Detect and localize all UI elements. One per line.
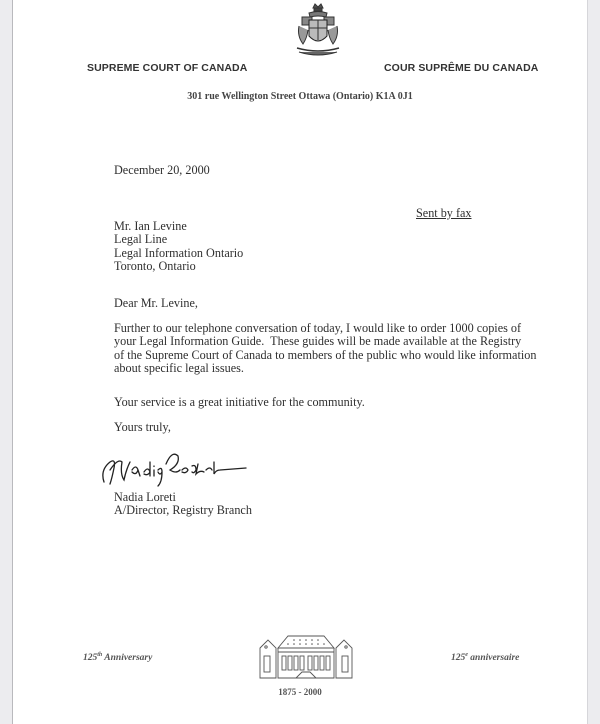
- paragraph-line: of the Supreme Court of Canada to members of the public who would like information: [114, 347, 537, 362]
- anniversary-number: 125: [83, 653, 98, 663]
- recipient-block: [114, 220, 243, 273]
- anniversary-suffix: e: [465, 652, 468, 658]
- paragraph-line: about specific legal issues.: [114, 360, 244, 375]
- letter-date: December 20, 2000: [114, 163, 210, 177]
- anniversary-label: Anniversary: [102, 653, 153, 663]
- signer-block: [114, 491, 252, 518]
- signer-title: A/Director, Registry Branch: [114, 503, 252, 518]
- delivery-note: Sent by fax: [416, 206, 472, 220]
- salutation: Dear Mr. Levine,: [114, 296, 198, 310]
- court-address: 301 rue Wellington Street Ottawa (Ontario) K1A 0J1: [187, 91, 413, 102]
- handwritten-signature-icon: [96, 440, 256, 490]
- anniversary-label: anniversaire: [467, 653, 520, 663]
- anniversary-number: 125: [451, 653, 466, 663]
- paragraph-line: your Legal Information Guide. These guides will be made available at the Registry: [114, 334, 522, 349]
- recipient-line: Toronto, Ontario: [114, 258, 196, 273]
- signer-name: Nadia Loreti: [114, 490, 176, 504]
- paragraph-line: Further to our telephone conversation of today, I would like to order 1000 copies of: [114, 321, 522, 335]
- body-paragraph-2: Your service is a great initiative for the community.: [114, 395, 365, 409]
- recipient-line: Legal Information Ontario: [114, 245, 244, 260]
- recipient-line: Mr. Ian Levine: [114, 219, 187, 233]
- recipient-line: Legal Line: [114, 232, 168, 247]
- body-paragraph-1: [114, 321, 537, 375]
- anniversary-suffix: th: [97, 652, 103, 658]
- anniversary-years: 1875 - 2000: [278, 687, 322, 697]
- anniversary-english: [83, 652, 152, 663]
- court-name-english: SUPREME COURT OF CANADA: [87, 62, 248, 74]
- closing: Yours truly,: [114, 420, 171, 434]
- coat-of-arms-icon: [289, 2, 347, 60]
- court-name-french: COUR SUPRÊME DU CANADA: [384, 62, 539, 74]
- court-building-icon: [258, 628, 354, 680]
- anniversary-french: [451, 652, 519, 663]
